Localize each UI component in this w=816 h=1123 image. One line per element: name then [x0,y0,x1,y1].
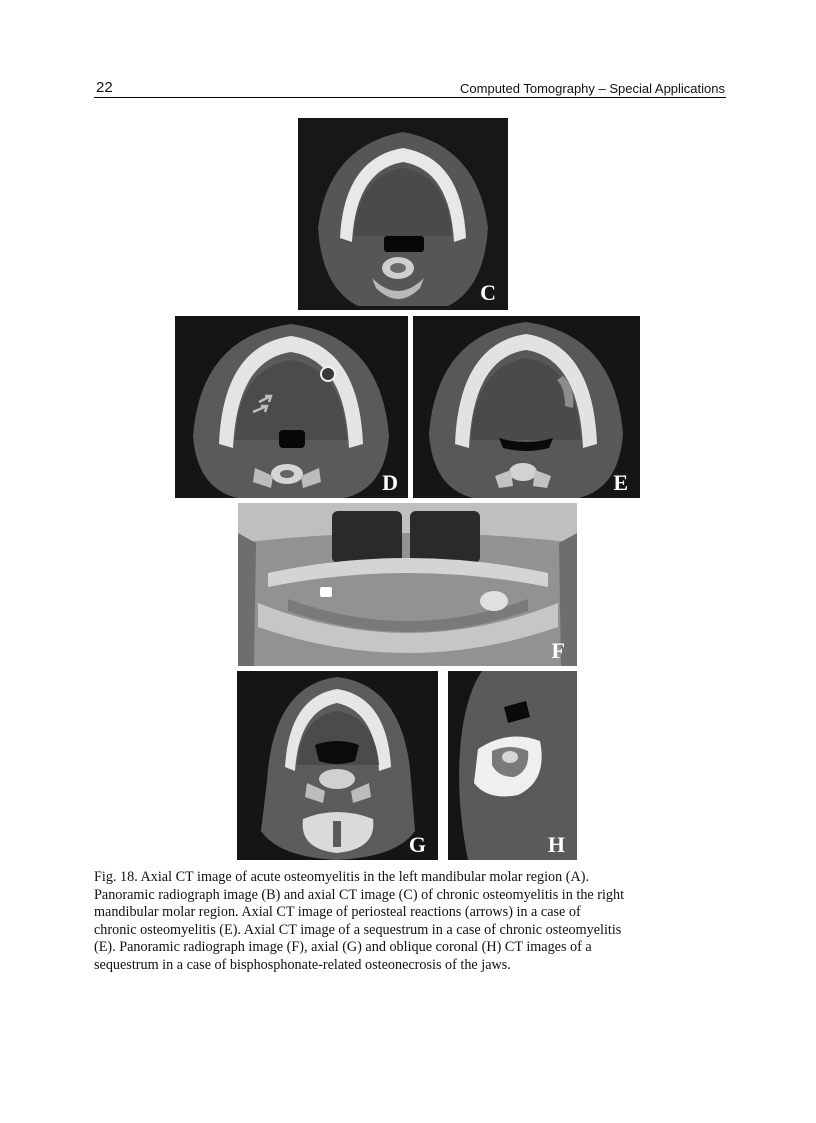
caption-line: Panoramic radiograph image (B) and axial CT image (C) of chronic osteomyelitis in the right [94,886,625,903]
figure-panel-d [175,316,408,498]
figure-panel-f [238,503,577,666]
panel-label-g: G [408,832,426,857]
header-rule [94,97,726,98]
caption-line: (E). Panoramic radiograph image (F), axial (G) and oblique coronal (H) CT images of a [94,939,592,956]
figure-panel-g [237,671,438,860]
caption-line: sequestrum in a case of bisphosphonate-related osteonecrosis of the jaws. [94,956,511,973]
axial-ct-image-g [237,671,438,860]
caption-line: chronic osteomyelitis (E). Axial CT image of a sequestrum in a case of chronic osteomyelitis [94,921,622,938]
axial-ct-image-d [175,316,408,498]
panel-label-d: D [382,470,398,495]
figure-caption [94,869,734,975]
panel-label-e: E [613,470,628,495]
figure-panel-h [448,671,577,860]
panoramic-radiograph-image-f [238,503,577,666]
figure-panel-e [413,316,640,498]
figure-panel-c [298,118,508,310]
caption-line: mandibular molar region. Axial CT image of periosteal reactions (arrows) in a case of [94,904,581,921]
axial-ct-image-c [298,118,508,310]
panel-label-f: F [551,638,565,663]
page-number: 22 [96,79,113,96]
axial-ct-image-e [413,316,640,498]
panel-label-c: C [480,280,496,305]
running-title: Computed Tomography – Special Applications [460,81,725,96]
panel-label-h: H [547,832,565,857]
caption-line: Fig. 18. Axial CT image of acute osteomyelitis in the left mandibular molar region (A). [94,869,590,885]
